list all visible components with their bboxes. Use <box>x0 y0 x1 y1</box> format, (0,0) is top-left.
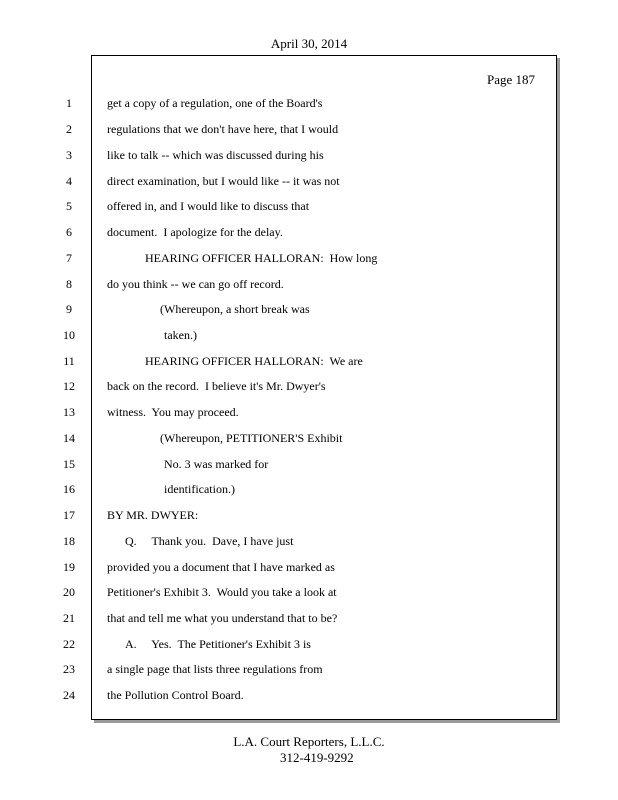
line-number: 21 <box>63 611 75 625</box>
header-date: April 30, 2014 <box>270 36 348 51</box>
transcript-line: witness. You may proceed. <box>107 405 239 419</box>
transcript-line: a single page that lists three regulations from <box>107 662 323 676</box>
transcript-line: do you think -- we can go off record. <box>107 277 284 291</box>
line-number: 12 <box>63 379 75 393</box>
line-number: 11 <box>63 354 75 368</box>
transcript-line: HEARING OFFICER HALLORAN: How long <box>145 251 378 265</box>
page-number: Page 187 <box>487 72 536 87</box>
transcript-line: document. I apologize for the delay. <box>107 225 283 239</box>
line-number: 24 <box>63 688 75 702</box>
line-number: 18 <box>63 534 75 548</box>
transcript-line: (Whereupon, PETITIONER'S Exhibit <box>160 431 343 445</box>
footer-company: L.A. Court Reporters, L.L.C. <box>233 734 385 749</box>
line-number: 7 <box>66 251 72 265</box>
line-number: 22 <box>63 637 75 651</box>
transcript-line: Q. Thank you. Dave, I have just <box>125 534 294 548</box>
line-number: 15 <box>63 457 75 471</box>
transcript-line: regulations that we don't have here, that I would <box>107 122 339 136</box>
transcript-line: provided you a document that I have marked as <box>107 560 335 574</box>
line-number: 4 <box>66 174 72 188</box>
transcript-line: offered in, and I would like to discuss that <box>107 199 310 213</box>
line-number: 9 <box>66 302 72 316</box>
transcript-line: A. Yes. The Petitioner's Exhibit 3 is <box>125 637 311 651</box>
line-number: 2 <box>66 122 72 136</box>
line-number: 17 <box>63 508 75 522</box>
transcript-line: No. 3 was marked for <box>164 457 269 471</box>
transcript-line: direct examination, but I would like -- it was not <box>107 174 340 188</box>
line-number: 5 <box>66 199 72 213</box>
line-number: 20 <box>63 585 75 599</box>
transcript-line: BY MR. DWYER: <box>107 508 199 522</box>
transcript-line: Petitioner's Exhibit 3. Would you take a look at <box>107 585 337 599</box>
line-number: 10 <box>63 328 75 342</box>
line-number: 6 <box>66 225 72 239</box>
line-number: 19 <box>63 560 75 574</box>
line-number: 16 <box>63 482 75 496</box>
line-number: 23 <box>63 662 75 676</box>
transcript-line: (Whereupon, a short break was <box>160 302 310 316</box>
footer-phone: 312-419-9292 <box>280 750 354 765</box>
transcript-line: the Pollution Control Board. <box>107 688 244 702</box>
transcript-line: get a copy of a regulation, one of the Board's <box>107 96 323 110</box>
line-number: 13 <box>63 405 75 419</box>
transcript-line: identification.) <box>164 482 235 496</box>
transcript-line: taken.) <box>164 328 197 342</box>
transcript-line: back on the record. I believe it's Mr. Dwyer's <box>107 379 326 393</box>
line-number: 1 <box>66 96 72 110</box>
line-number: 3 <box>66 148 72 162</box>
transcript-line: HEARING OFFICER HALLORAN: We are <box>145 354 363 368</box>
line-number: 8 <box>66 277 72 291</box>
line-number: 14 <box>63 431 75 445</box>
transcript-line: like to talk -- which was discussed during his <box>107 148 324 162</box>
transcript-line: that and tell me what you understand that to be? <box>107 611 338 625</box>
